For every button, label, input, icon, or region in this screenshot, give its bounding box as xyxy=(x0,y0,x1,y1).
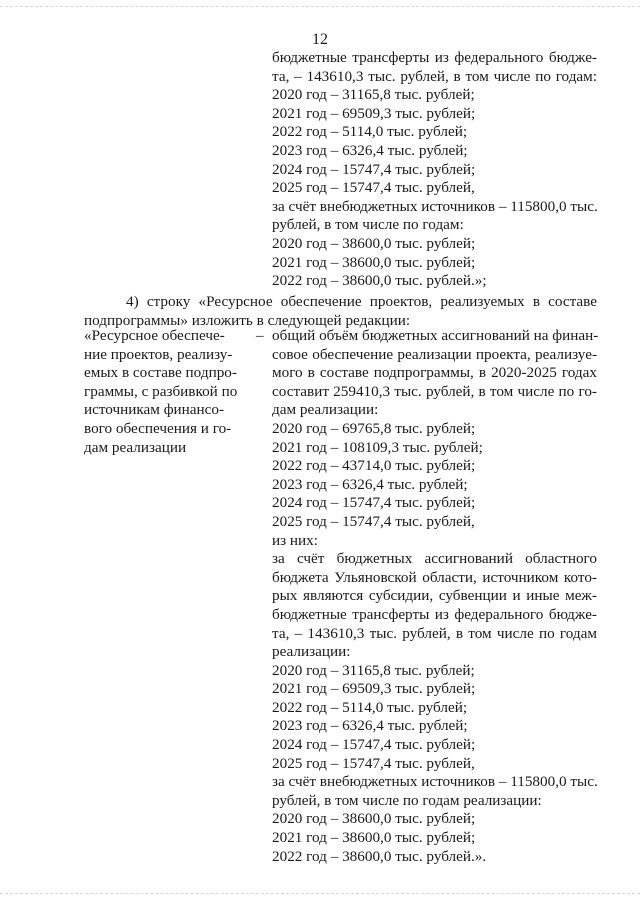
content-line: составит 259410,3 тыс. рублей, в том числе по го- xyxy=(272,382,597,400)
content-line: за счёт бюджетных ассигнований областного xyxy=(272,550,597,568)
text-line: 2025 год – 15747,4 тыс. рублей, xyxy=(272,179,475,197)
text-line: рублей, в том числе по годам: xyxy=(272,216,464,234)
content-line: 2024 год – 15747,4 тыс. рублей; xyxy=(272,494,476,512)
content-line: 2025 год – 15747,4 тыс. рублей, xyxy=(272,754,475,772)
content-line: за счёт внебюджетных источников – 115800,0 тыс. xyxy=(272,773,598,791)
label-line: «Ресурсное обеспече- xyxy=(84,327,225,344)
content-line: реализации: xyxy=(272,643,351,661)
content-line: дам реализации: xyxy=(272,401,379,419)
content-line: 2020 год – 31165,8 тыс. рублей; xyxy=(272,661,475,679)
label-line: вого обеспечения и го- xyxy=(84,419,232,437)
content-line: из них: xyxy=(272,531,318,549)
label-line: ние проектов, реализу- xyxy=(84,345,233,363)
text-line: 2021 год – 69509,3 тыс. рублей; xyxy=(272,104,476,122)
text-line: 2023 год – 6326,4 тыс. рублей; xyxy=(272,141,468,159)
scan-bottom-edge xyxy=(0,893,640,895)
content-line: бюджетные трансферты из федерального бюдже- xyxy=(272,605,597,623)
continuation-block xyxy=(272,49,597,291)
content-line: 2023 год – 6326,4 тыс. рублей; xyxy=(272,717,468,735)
content-line: 2023 год – 6326,4 тыс. рублей; xyxy=(272,475,468,493)
item-4-line: подпрограммы» изложить в следующей редакции: xyxy=(84,311,411,329)
content-line: та, – 143610,3 тыс. рублей, в том числе по годам xyxy=(272,624,597,642)
content-line: 2021 год – 38600,0 тыс. рублей; xyxy=(272,829,476,847)
label-line: источникам финансо- xyxy=(84,401,225,419)
separator-dash: – xyxy=(256,327,264,344)
text-line: 2024 год – 15747,4 тыс. рублей; xyxy=(272,160,476,178)
item-4-paragraph xyxy=(84,293,597,330)
text-line: 2022 год – 5114,0 тыс. рублей; xyxy=(272,123,468,141)
text-line: 2021 год – 38600,0 тыс. рублей; xyxy=(272,253,476,271)
row-content xyxy=(272,327,597,866)
page-number: 12 xyxy=(312,31,328,48)
text-line: 2022 год – 38600,0 тыс. рублей.»; xyxy=(272,272,487,290)
label-line: дам реализации xyxy=(84,438,187,456)
text-line: 2020 год – 38600,0 тыс. рублей; xyxy=(272,234,476,252)
content-line: бюджета Ульяновской области, источником кото- xyxy=(272,568,597,586)
label-line: граммы, с разбивкой по xyxy=(84,382,238,400)
content-line: 2022 год – 43714,0 тыс. рублей; xyxy=(272,457,476,475)
content-line: рых являются субсидии, субвенции и иные меж- xyxy=(272,587,597,605)
content-line: мого в составе подпрограммы, в 2020-2025 годах xyxy=(272,364,597,382)
text-line: за счёт внебюджетных источников – 115800,0 тыс. xyxy=(272,197,598,215)
content-line: 2020 год – 38600,0 тыс. рублей; xyxy=(272,810,476,828)
content-line: 2020 год – 69765,8 тыс. рублей; xyxy=(272,419,476,437)
content-line: 2022 год – 38600,0 тыс. рублей.». xyxy=(272,847,487,865)
content-line: 2021 год – 69509,3 тыс. рублей; xyxy=(272,680,476,698)
text-line: та, – 143610,3 тыс. рублей, в том числе по годам: xyxy=(272,67,597,85)
scan-top-edge xyxy=(0,6,640,8)
content-line: 2025 год – 15747,4 тыс. рублей, xyxy=(272,512,475,530)
text-line: 2020 год – 31165,8 тыс. рублей; xyxy=(272,86,475,104)
content-line: совое обеспечение реализации проекта, реализуе- xyxy=(272,345,597,363)
content-line: 2021 год – 108109,3 тыс. рублей; xyxy=(272,438,483,456)
row-label xyxy=(84,327,254,457)
content-line: 2024 год – 15747,4 тыс. рублей; xyxy=(272,736,476,754)
label-line: емых в составе подпро- xyxy=(84,364,237,382)
text-line: бюджетные трансферты из федерального бюдже- xyxy=(272,49,597,66)
content-line: 2022 год – 5114,0 тыс. рублей; xyxy=(272,698,468,716)
content-line: общий объём бюджетных ассигнований на финан- xyxy=(272,327,599,344)
item-4-line: 4) строку «Ресурсное обеспечение проектов, реализуемых в составе xyxy=(126,293,597,310)
content-line: рублей, в том числе по годам реализации: xyxy=(272,791,542,809)
